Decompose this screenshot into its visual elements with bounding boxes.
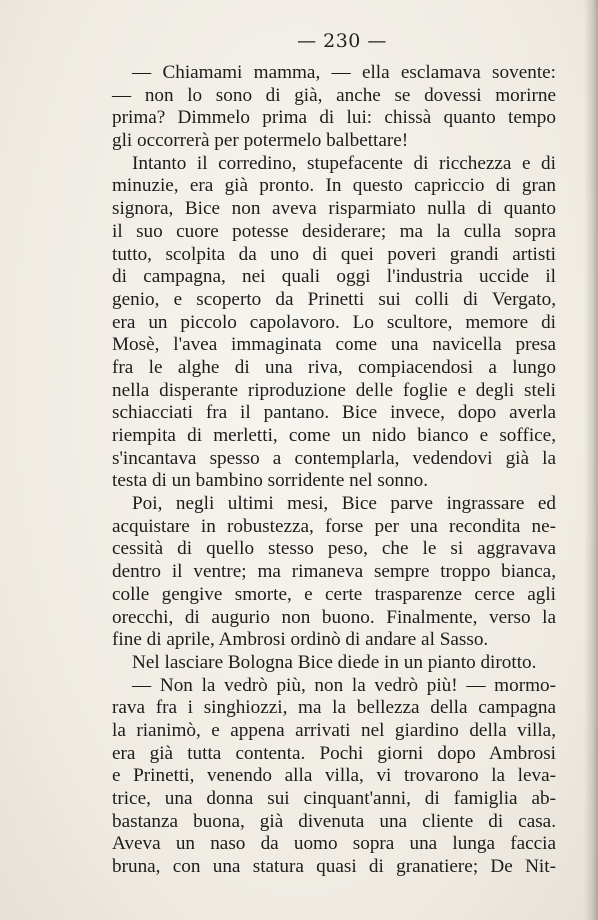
text-line: orecchi, di augurio non buono. Finalmente, verso la [112,606,556,628]
text-line: acquistare in robustezza, forse per una recondita ne- [112,515,556,537]
text-line: Aveva un naso da uomo sopra una lunga faccia [112,833,556,855]
text-line: bastanza buona, già divenuta una cliente di casa. [112,810,556,832]
text-line: Poi, negli ultimi mesi, Bice parve ingrassare ed [132,493,556,515]
text-line: Mosè, l'avea immaginata come una navicella presa [112,334,556,356]
page-edge-shadow [584,0,598,920]
text-line: s'incantava spesso a contemplarla, vedendovi già la [112,447,556,469]
text-line: schiacciati fra il pantano. Bice invece, dopo averla [112,402,556,424]
text-line: e Prinetti, venendo alla villa, vi trovarono la leva- [112,765,556,787]
text-line: — non lo sono di già, anche se dovessi morirne [112,84,556,106]
text-line: Intanto il corredino, stupefacente di ricchezza e di [132,152,556,174]
text-line: signora, Bice non aveva risparmiato nulla di quanto [112,198,556,220]
text-line: bruna, con una statura quasi di granatiere; De Nit- [112,856,556,878]
text-line: testa di un bambino sorridente nel sonno. [112,470,429,492]
text-line: trice, una donna sui cinquant'anni, di famiglia ab- [112,788,556,809]
text-line: era un piccolo capolavoro. Lo scultore, memore di [112,311,556,333]
text-line: nella disperante riproduzione delle foglie e degli steli [112,379,556,401]
text-line: di campagna, nei quali oggi l'industria uccide il [112,266,556,288]
text-line: prima? Dimmelo prima di lui: chissà quanto tempo [112,107,556,129]
text-line: — Non la vedrò più, non la vedrò più! — mormo- [132,674,556,696]
text-line: cessità di quello stesso peso, che le si aggravava [112,538,556,560]
text-line: gli occorrerà per potermelo balbettare! [112,130,409,152]
text-line: genio, e scoperto da Prinetti sui colli di Vergato, [112,288,556,310]
text-line: dentro il ventre; ma rimaneva sempre troppo bianca, [112,561,556,583]
text-line: fine di aprile, Ambrosi ordinò di andare al Sasso. [112,629,489,651]
page-number: — 230 — [297,30,387,52]
text-line: la rianimò, e appena arrivati nel giardino della villa, [112,719,556,741]
text-line: tutto, scolpita da uno di quei poveri grandi artisti [112,243,556,265]
text-line: riempita di merletti, come un nido bianco e soffice, [112,425,556,446]
text-line: fra le alghe di una riva, compiacendosi a lungo [112,356,556,378]
text-line: il suo cuore potesse desiderare; ma la culla sopra [112,220,556,242]
text-line: Nel lasciare Bologna Bice diede in un pianto dirotto. [132,651,537,673]
body-text [112,62,556,879]
text-line: era già tutta contenta. Pochi giorni dopo Ambrosi [112,742,556,764]
text-line: minuzie, era già pronto. In questo capriccio di gran [112,175,556,197]
text-line: rava fra i singhiozzi, ma la bellezza della campagna [112,697,556,719]
text-line: — Chiamami mamma, — ella esclamava sovente: [132,62,556,83]
text-line: colle gengive smorte, e certe trasparenze cerce agli [112,583,556,605]
